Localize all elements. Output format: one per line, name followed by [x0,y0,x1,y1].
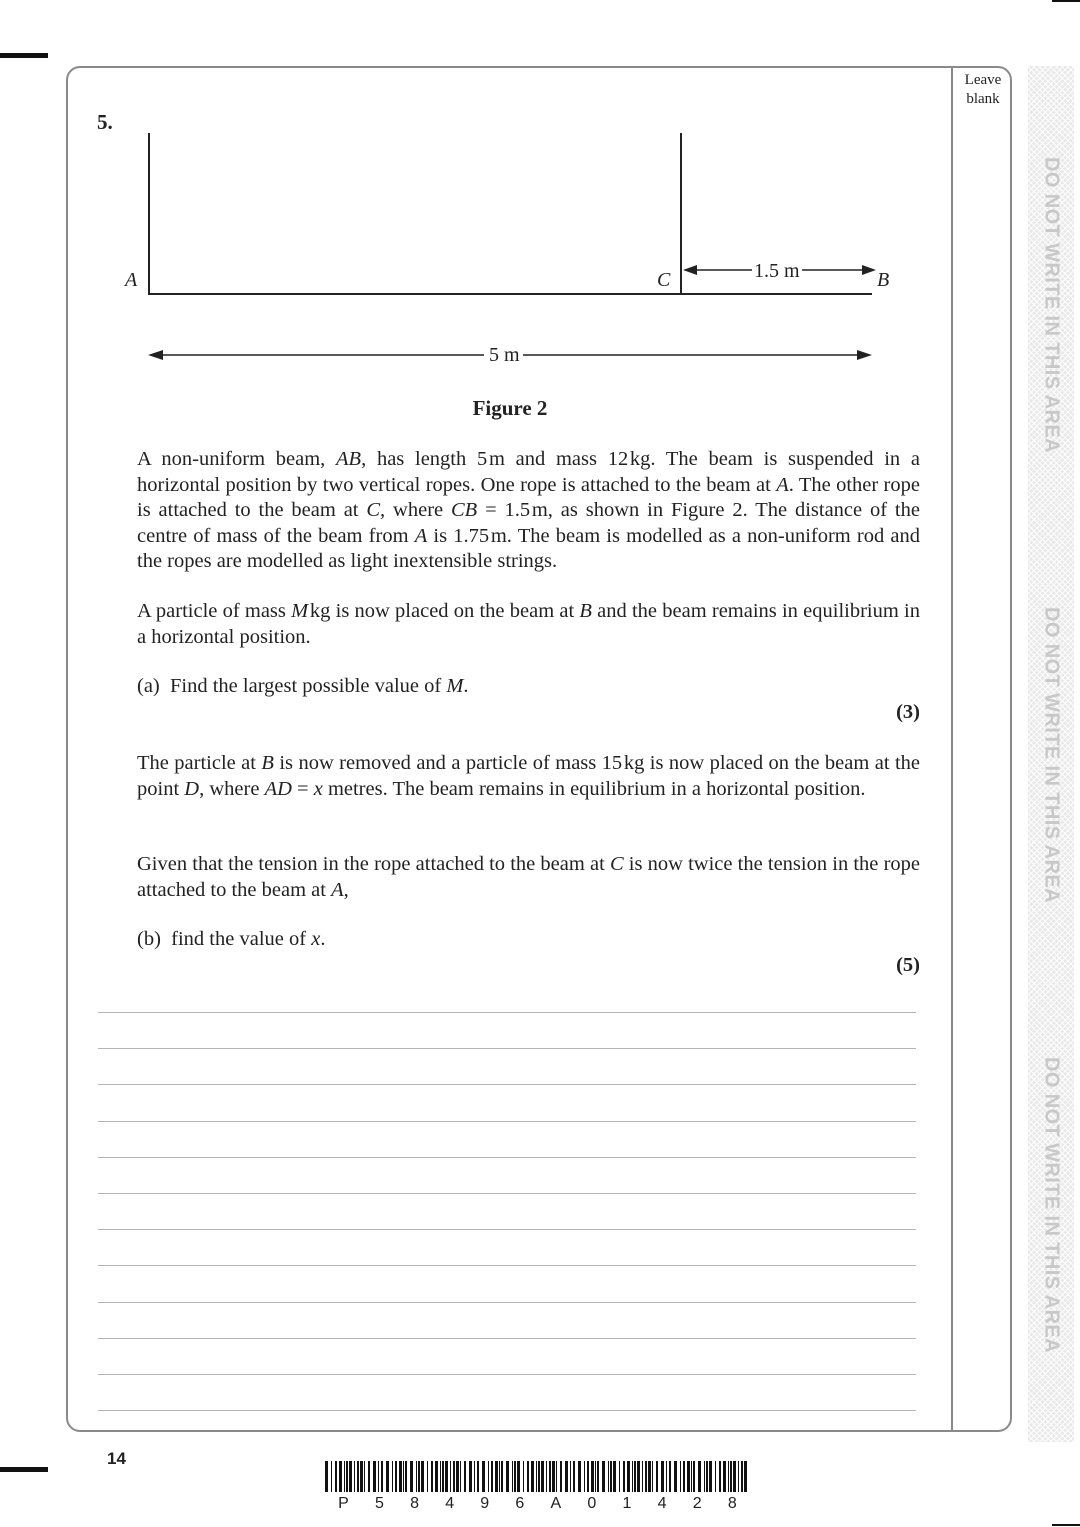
part-a: (a) Find the largest possible value of M. [137,675,469,697]
barcode-bar [477,1461,479,1492]
barcode-bar [378,1461,379,1492]
barcode-bar [427,1461,428,1492]
barcode-bar [744,1461,747,1492]
barcode-bar [357,1461,359,1492]
barcode-bar [491,1461,493,1492]
barcode-bar [704,1461,705,1492]
side-warning-2: DO NOT WRITE IN THIS AREA [1040,607,1063,903]
leave-blank-label: Leave blank [964,72,1002,107]
answer-line[interactable] [98,1012,916,1013]
barcode-bar [364,1461,365,1492]
dimension-cb: 1.5 m [754,260,800,282]
barcode-bar [506,1461,509,1492]
barcode-bar [325,1461,328,1492]
barcode-bar [418,1461,420,1492]
barcode-bar [523,1461,524,1492]
barcode-bar [440,1461,441,1492]
barcode-bar [501,1461,503,1492]
barcode-bar [416,1461,417,1492]
barcode-bar [349,1461,352,1492]
barcode-bar [573,1461,575,1492]
barcode-bar [683,1461,685,1492]
corner-mark-bottom [1052,1524,1080,1526]
barcode-bar [546,1461,547,1492]
barcode-bar [634,1461,636,1492]
barcode-bar [587,1461,589,1492]
barcode-bar [410,1461,413,1492]
barcode-bar [723,1461,726,1492]
barcode-bar [373,1461,376,1492]
barcode-bar [460,1461,461,1492]
barcode-bar [693,1461,695,1492]
registration-mark-bottom [0,1467,48,1472]
barcode-bar [399,1461,402,1492]
barcode-bar [538,1461,540,1492]
answer-line[interactable] [98,1265,916,1266]
barcode-bar [627,1461,630,1492]
label-a: A [125,269,138,291]
barcode-bar [597,1461,599,1492]
barcode-digit: 4 [445,1495,455,1512]
barcode-bar [456,1461,459,1492]
barcode-bar [464,1461,466,1492]
barcode-bar [595,1461,596,1492]
barcode-bar [645,1461,647,1492]
barcode-digit: A [550,1495,562,1512]
barcode-digit: 0 [587,1495,597,1512]
question-given: Given that the tension in the rope attached to the beam at C is now twice the tension in the rope attached to the beam at A, [137,853,920,901]
barcode-bar [386,1461,389,1492]
barcode-bar [346,1461,348,1492]
barcode-bar [666,1461,667,1492]
barcode-digit: 4 [657,1495,667,1512]
answer-line[interactable] [98,1121,916,1122]
barcode-bar [395,1461,397,1492]
barcode-bar [368,1461,370,1492]
barcode-bar [445,1461,448,1492]
barcode-bar [331,1461,332,1492]
figure-caption: Figure 2 [472,396,548,420]
barcode-bar [335,1461,337,1492]
barcode-bar [632,1461,633,1492]
answer-line[interactable] [98,1048,916,1049]
answer-line[interactable] [98,1338,916,1339]
barcode-bar [499,1461,500,1492]
barcode-bar [453,1461,455,1492]
barcode-digit: 1 [622,1495,632,1512]
dimension-ab: 5 m [486,344,523,367]
barcode-bar [431,1461,433,1492]
barcode-digit: 8 [727,1495,737,1512]
barcode-bar [578,1461,581,1492]
barcode-bar [691,1461,692,1492]
barcode-bar [392,1461,393,1492]
barcode-bar [403,1461,404,1492]
barcode-bar [495,1461,498,1492]
beam-figure [0,0,1080,420]
page-number: 14 [107,1449,126,1468]
barcode-bar [339,1461,342,1492]
label-c: C [657,269,671,291]
barcode-bar [591,1461,594,1492]
barcode-bar [719,1461,721,1492]
barcode-bar [354,1461,355,1492]
barcode-bar [541,1461,544,1492]
barcode-bar [565,1461,568,1492]
barcode-bar [482,1461,485,1492]
barcode-bar [344,1461,345,1492]
barcode-bar [623,1461,625,1492]
barcode-bar [680,1461,681,1492]
barcode-bar [648,1461,651,1492]
barcode-bar [706,1461,708,1492]
barcode-bar [584,1461,585,1492]
barcode-bar [613,1461,616,1492]
barcode-bar [741,1461,743,1492]
answer-line[interactable] [98,1193,916,1194]
answer-line[interactable] [98,1084,916,1085]
answer-line[interactable] [98,1410,916,1411]
question-intro: A non-uniform beam, AB, has length 5 m and mass 12 kg. The beam is suspended in a horizontal position by two vertical ropes. One rope is attached to the beam at A. The other rope is attached to the beam at C, where CB = 1.5 m, as shown in Figure 2. The distance of the centre of mass of the beam from A is 1.75 m. The beam is modelled as a non-uniform rod and the ropes are modelled as light inextensible strings. [137,448,921,572]
barcode-bar [556,1461,557,1492]
barcode-digit: 9 [480,1495,490,1512]
barcode-bar [738,1461,739,1492]
answer-lines[interactable] [98,1012,916,1446]
barcode-bar [442,1461,444,1492]
barcode-bar [435,1461,438,1492]
barcode-bar [360,1461,363,1492]
part-b-marks: (5) [896,954,920,976]
answer-line[interactable] [98,1302,916,1303]
part-a-marks: (3) [896,701,920,723]
side-warning-3: DO NOT WRITE IN THIS AREA [1040,1057,1063,1353]
barcode-bar [733,1461,736,1492]
barcode-bar [488,1461,489,1492]
barcode-bar [552,1461,555,1492]
barcode-bar [474,1461,475,1492]
answer-line[interactable] [98,1374,916,1375]
barcode-bar [517,1461,520,1492]
part-b: (b) find the value of x. [137,928,326,950]
barcode-bar [730,1461,732,1492]
barcode-digits [325,1495,750,1513]
barcode-bar [381,1461,383,1492]
barcode-bar [715,1461,716,1492]
barcode-bar [560,1461,562,1492]
barcode [325,1461,750,1492]
barcode-bar [610,1461,612,1492]
barcode-bar [527,1461,529,1492]
barcode-bar [637,1461,640,1492]
cb-arrowhead-left [683,265,697,275]
barcode-digit: P [338,1495,349,1512]
barcode-bar [469,1461,472,1492]
side-warning-1: DO NOT WRITE IN THIS AREA [1040,157,1063,453]
barcode-bar [687,1461,690,1492]
barcode-digit: 2 [692,1495,702,1512]
barcode-bar [698,1461,701,1492]
ab-arrowhead-right [857,350,872,360]
barcode-bar [608,1461,609,1492]
answer-line[interactable] [98,1157,916,1158]
barcode-bar [674,1461,677,1492]
barcode-bar [405,1461,407,1492]
barcode-bar [512,1461,513,1492]
barcode-bar [536,1461,537,1492]
barcode-bar [661,1461,664,1492]
barcode-bar [728,1461,729,1492]
cb-arrowhead-right [862,265,876,275]
barcode-digit: 5 [374,1495,384,1512]
barcode-bar [709,1461,712,1492]
answer-line[interactable] [98,1229,916,1230]
barcode-bar [514,1461,516,1492]
question-particle: A particle of mass M kg is now placed on the beam at B and the beam remains in equilibrium in a horizontal position. [137,600,920,648]
barcode-bar [421,1461,424,1492]
barcode-bar [570,1461,571,1492]
barcode-bar [531,1461,534,1492]
barcode-bar [656,1461,658,1492]
barcode-digit: 6 [515,1495,525,1512]
barcode-bar [642,1461,643,1492]
barcode-bar [652,1461,653,1492]
barcode-bar [602,1461,605,1492]
barcode-digit: 8 [410,1495,419,1512]
barcode-bar [450,1461,451,1492]
barcode-bar [549,1461,551,1492]
label-b: B [877,269,890,291]
barcode-bar [619,1461,620,1492]
ab-arrowhead-left [148,350,163,360]
question-removed: The particle at B is now removed and a particle of mass 15 kg is now placed on the beam at the point D, where AD = x metres. The beam remains in equilibrium in a horizontal position. [137,752,920,800]
barcode-bar [669,1461,671,1492]
question-number: 5. [97,110,113,134]
